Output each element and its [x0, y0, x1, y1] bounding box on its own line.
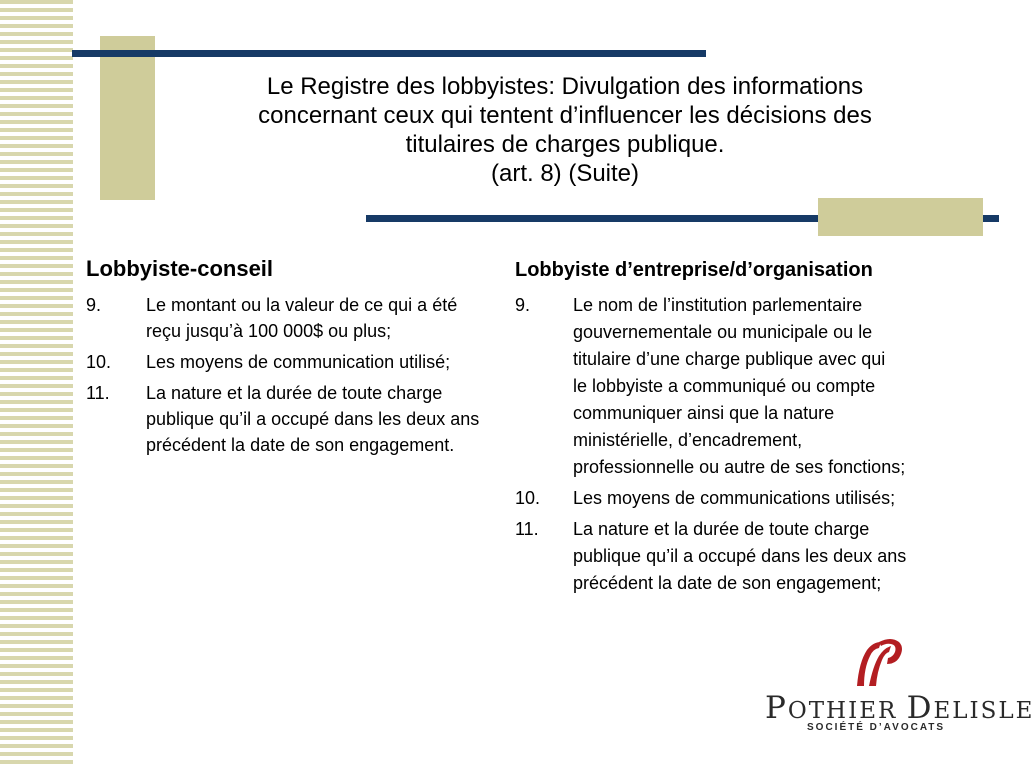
item-number: 10.	[515, 488, 541, 508]
item-line: titulaire d’une charge publique avec qui	[573, 349, 886, 369]
item-number: 9.	[515, 295, 531, 315]
item-line: La nature et la durée de toute charge	[573, 519, 870, 539]
item-text	[573, 516, 1010, 597]
pd-monogram-icon	[849, 636, 909, 688]
left-stripe-decoration	[0, 0, 73, 768]
list-item	[515, 292, 1010, 481]
item-number: 9.	[86, 295, 102, 315]
item-line: le lobbyiste a communiqué ou compte	[573, 376, 876, 396]
list-item	[515, 516, 1010, 597]
item-number: 10.	[86, 352, 112, 372]
left-column-heading: Lobbyiste-conseil	[86, 256, 274, 281]
item-text: Le montant ou la valeur de ce qui a été reçu jusqu’à 100 000$ ou plus;	[146, 295, 458, 341]
title-line: concernant ceux qui tentent d’influencer les décisions des	[258, 102, 872, 129]
olive-block-bottom	[818, 198, 983, 236]
right-column	[515, 256, 1010, 601]
right-column-heading: Lobbyiste d’entreprise/d’organisation	[515, 259, 873, 281]
firm-logo	[765, 636, 1034, 736]
left-item-list	[86, 292, 486, 458]
slide-title	[180, 72, 950, 188]
list-item	[515, 485, 1010, 512]
item-line: Le nom de l’institution parlementaire	[573, 295, 863, 315]
item-line: Les moyens de communications utilisés;	[573, 488, 896, 508]
item-line: gouvernementale ou municipale ou le	[573, 322, 873, 342]
right-item-list	[515, 292, 1010, 597]
item-number: 11.	[86, 383, 110, 403]
olive-block-top	[100, 36, 155, 200]
item-text	[573, 485, 1010, 512]
item-text: La nature et la durée de toute charge publique qu’il a occupé dans les deux ans précédent la date de son engagement.	[146, 383, 480, 455]
logo-wordmark: POTHIER DELISLE	[765, 690, 1034, 726]
list-item	[86, 349, 486, 375]
item-line: ministérielle, d’encadrement,	[573, 430, 803, 450]
item-line: publique qu’il a occupé dans les deux ans	[573, 546, 907, 566]
title-line: (art. 8) (Suite)	[490, 160, 640, 187]
item-text: Les moyens de communication utilisé;	[146, 352, 451, 372]
left-column	[86, 254, 486, 463]
list-item	[86, 292, 486, 344]
navy-rule-top	[72, 50, 706, 57]
title-line: Le Registre des lobbyistes: Divulgation des informations	[266, 73, 864, 100]
item-text	[573, 292, 1010, 481]
item-line: précédent la date de son engagement;	[573, 573, 882, 593]
logo-subtitle: SOCIÉTÉ D’AVOCATS	[807, 722, 946, 733]
item-line: communiquer ainsi que la nature	[573, 403, 835, 423]
title-line: titulaires de charges publique.	[405, 131, 725, 158]
item-line: professionnelle ou autre de ses fonctions;	[573, 457, 906, 477]
item-number: 11.	[515, 519, 539, 539]
list-item	[86, 380, 486, 458]
